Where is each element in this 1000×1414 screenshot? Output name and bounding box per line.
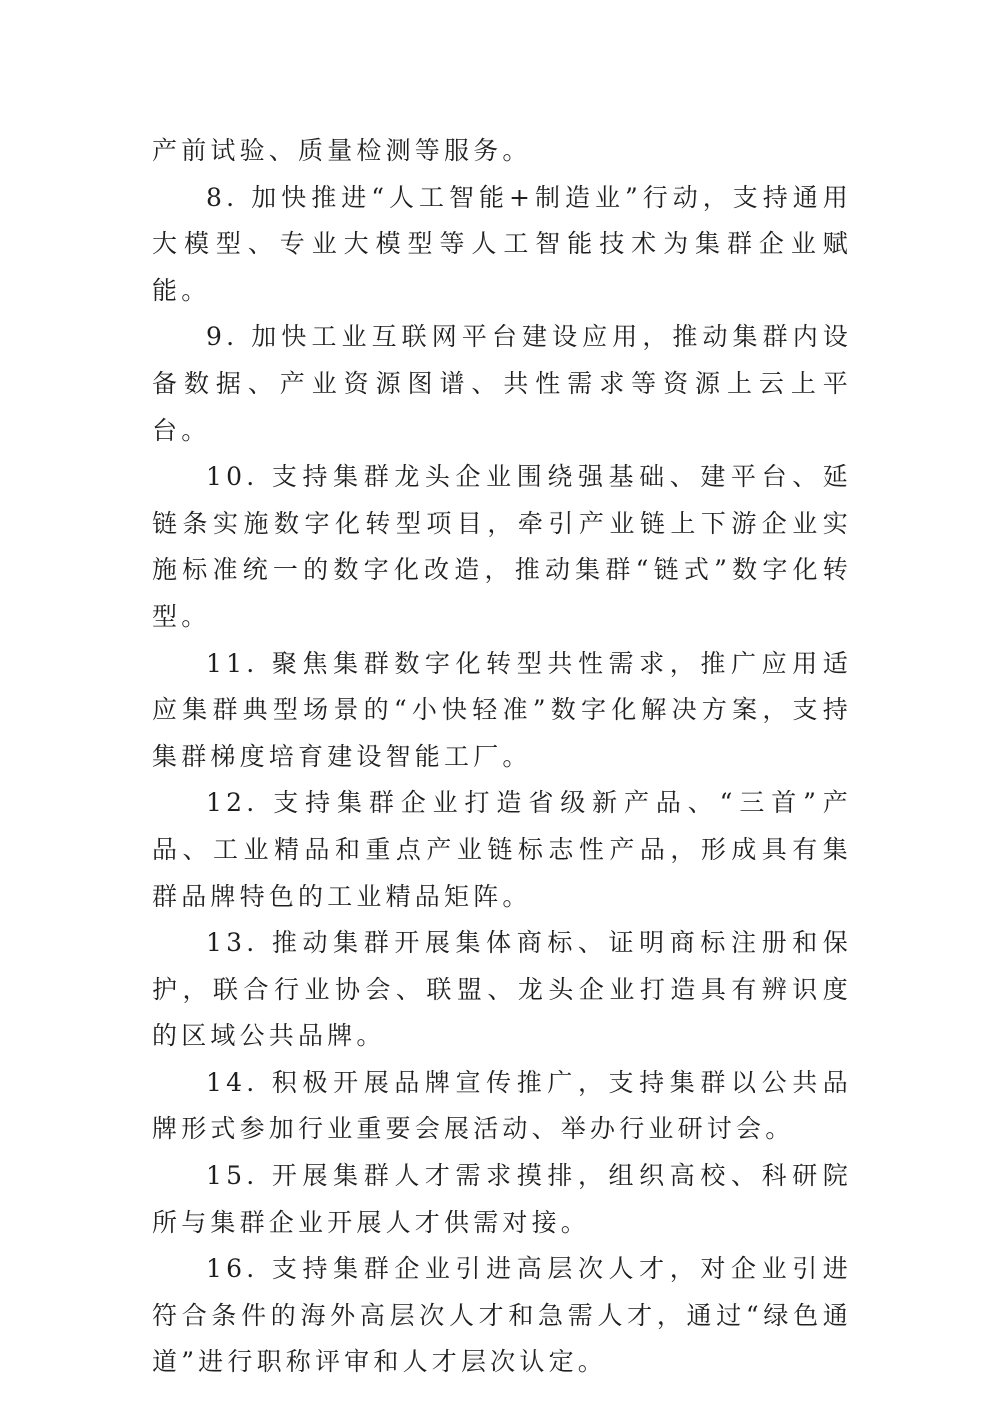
document-body: [152, 128, 852, 1386]
paragraph-item-10: 10. 支持集群龙头企业围绕强基础、建平台、延链条实施数字化转型项目，牵引产业链上下游企业实施标准统一的数字化改造，推动集群“链式”数字化转型。: [152, 462, 852, 631]
paragraph-continuation: 产前试验、质量检测等服务。: [152, 136, 532, 165]
paragraph-item-15: 15. 开展集群人才需求摸排，组织高校、科研院所与集群企业开展人才供需对接。: [152, 1161, 852, 1237]
paragraph-item-8: 8. 加快推进“人工智能+制造业”行动，支持通用大模型、专业大模型等人工智能技术为集群企业赋能。: [152, 182, 852, 305]
paragraph-item-16: 16. 支持集群企业引进高层次人才，对企业引进符合条件的海外高层次人才和急需人才，通过“绿色通道”进行职称评审和人才层次认定。: [152, 1254, 852, 1377]
paragraph-item-14: 14. 积极开展品牌宣传推广，支持集群以公共品牌形式参加行业重要会展活动、举办行业研讨会。: [152, 1067, 852, 1144]
paragraph-item-13: 13. 推动集群开展集体商标、证明商标注册和保护，联合行业协会、联盟、龙头企业打造具有辨识度的区域公共品牌。: [152, 928, 852, 1051]
paragraph-item-12: 12. 支持集群企业打造省级新产品、“三首”产品、工业精品和重点产业链标志性产品，形成具有集群品牌特色的工业精品矩阵。: [152, 788, 852, 911]
paragraph-item-9: 9. 加快工业互联网平台建设应用，推动集群内设备数据、产业资源图谱、共性需求等资源上云上平台。: [152, 322, 852, 445]
paragraph-item-11: 11. 聚焦集群数字化转型共性需求，推广应用适应集群典型场景的“小快轻准”数字化解决方案，支持集群梯度培育建设智能工厂。: [152, 648, 852, 771]
